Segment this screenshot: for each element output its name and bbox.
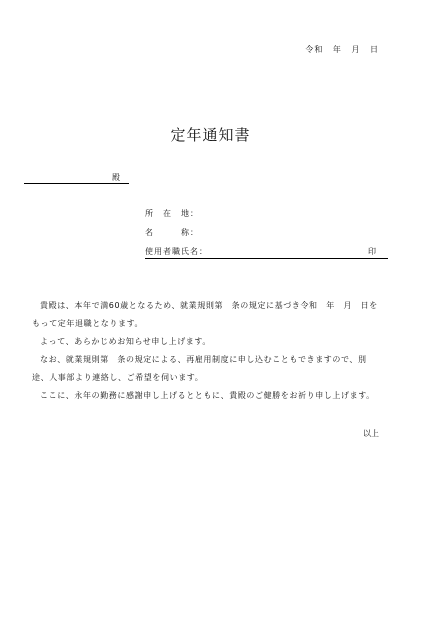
document-title: 定年通知書 bbox=[170, 126, 251, 144]
addressee-suffix: 殿 bbox=[112, 173, 120, 182]
body-paragraph-3: なお、就業規則第 条の規定による、再雇用制度に申し込むこともできますので、別途、人事部より連絡し、ご希望を伺います。 bbox=[32, 355, 367, 382]
body-paragraph-1: 貴殿は、本年で満60歳となるため、就業規則第 条の規定に基づき令和 年 月 日をもって定年退職となります。 bbox=[32, 301, 378, 328]
body-text bbox=[32, 297, 382, 405]
date-year-unit: 年 bbox=[332, 45, 342, 54]
date-month-unit: 月 bbox=[351, 45, 361, 54]
body-paragraph-4: ここに、永年の勤務に感謝申し上げるとともに、貴殿のご健勝をお祈り申し上げます。 bbox=[40, 391, 375, 400]
sender-address-row bbox=[145, 208, 388, 227]
name-label: 名 称： bbox=[145, 228, 199, 237]
date-era: 令和 bbox=[305, 45, 324, 54]
employer-label: 使用者職氏名： bbox=[145, 247, 208, 256]
sender-underline bbox=[145, 258, 388, 259]
body-paragraph-2: よって、あらかじめお知らせ申し上げます。 bbox=[40, 337, 211, 346]
document-date bbox=[299, 44, 379, 55]
closing-mark: 以上 bbox=[363, 429, 379, 438]
seal-mark: 印 bbox=[368, 247, 376, 256]
date-day-unit: 日 bbox=[370, 45, 379, 54]
sender-employer-row bbox=[145, 246, 388, 265]
sender-block bbox=[145, 208, 388, 265]
address-label: 所 在 地： bbox=[145, 209, 199, 218]
sender-name-row bbox=[145, 227, 388, 246]
addressee-line bbox=[24, 183, 129, 184]
